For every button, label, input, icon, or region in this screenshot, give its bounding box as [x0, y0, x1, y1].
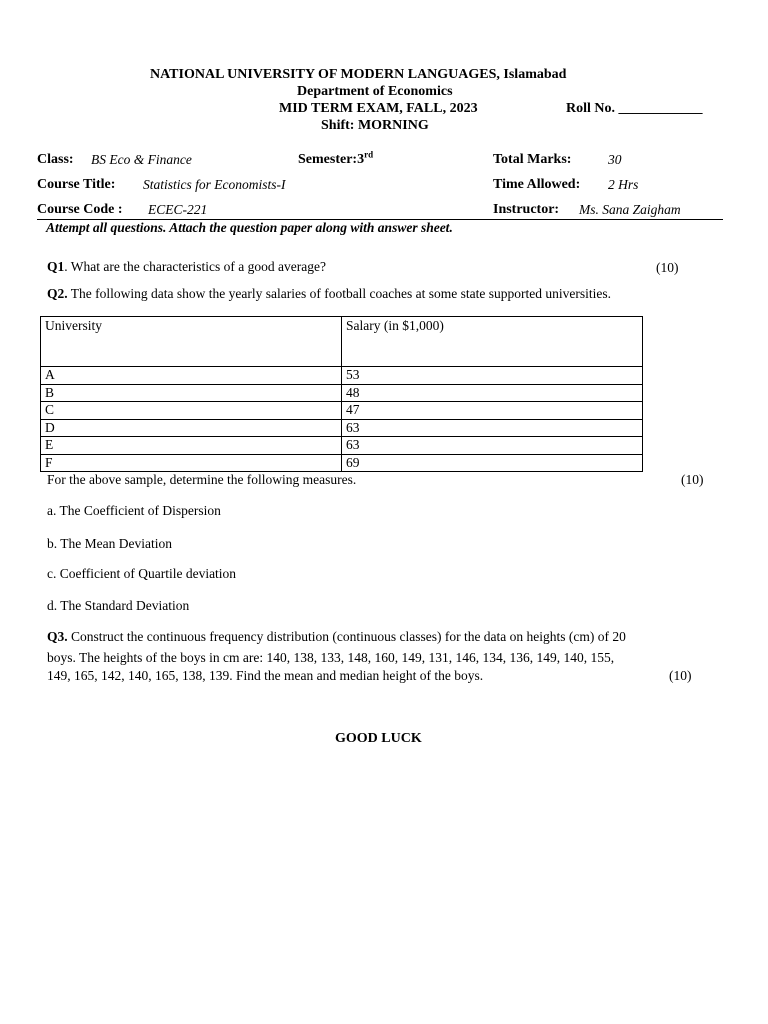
total-marks-value: 30	[608, 152, 622, 167]
semester-label: Semester:3rd	[298, 149, 374, 167]
table-header-row	[41, 317, 643, 367]
question-1	[47, 259, 326, 275]
class-label: Class:	[37, 152, 74, 167]
question-3-label: Q3.	[47, 629, 68, 644]
question-3-marks: (10)	[669, 668, 692, 683]
question-2-label: Q2.	[47, 286, 68, 301]
question-3-line-1	[47, 629, 626, 645]
table-row	[41, 384, 643, 402]
question-2	[47, 286, 611, 302]
table-row	[41, 437, 643, 455]
table-cell-university: B	[41, 384, 342, 402]
question-3-line-2: boys. The heights of the boys in cm are: 140, 138, 133, 148, 160, 149, 131, 146, 134, 136, 149, 140, 155,	[47, 650, 615, 665]
question-2-marks: (10)	[681, 472, 704, 487]
table-cell-salary: 69	[342, 454, 643, 472]
time-allowed-value: 2 Hrs	[608, 177, 639, 192]
question-2-part-c: c. Coefficient of Quartile deviation	[47, 566, 237, 581]
good-luck: GOOD LUCK	[335, 731, 422, 746]
time-allowed-label: Time Allowed:	[493, 177, 581, 192]
table-header-university: University	[41, 317, 342, 367]
question-2-text: The following data show the yearly salaries of football coaches at some state supported universities.	[67, 286, 611, 301]
university-name: NATIONAL UNIVERSITY OF MODERN LANGUAGES, Islamabad	[150, 67, 567, 82]
table-header-salary: Salary (in $1,000)	[342, 317, 643, 367]
question-2-followup: For the above sample, determine the following measures.	[47, 472, 357, 487]
question-1-marks: (10)	[656, 260, 679, 275]
question-2-part-d: d. The Standard Deviation	[47, 598, 190, 613]
table-row	[41, 402, 643, 420]
shift-label: Shift: MORNING	[321, 118, 429, 133]
table-cell-salary: 63	[342, 437, 643, 455]
question-2-part-b: b. The Mean Deviation	[47, 536, 172, 551]
total-marks-label: Total Marks:	[493, 152, 572, 167]
course-title-value: Statistics for Economists-I	[143, 177, 286, 192]
roll-number-field: Roll No. ____________	[566, 101, 703, 116]
department-name: Department of Economics	[297, 84, 453, 99]
semester-superscript: rd	[364, 149, 374, 160]
instructor-label: Instructor:	[493, 202, 560, 217]
table-cell-university: C	[41, 402, 342, 420]
table-cell-salary: 47	[342, 402, 643, 420]
instructions: Attempt all questions. Attach the question paper along with answer sheet.	[46, 220, 453, 235]
instructor-value: Ms. Sana Zaigham	[579, 202, 681, 217]
table-cell-university: D	[41, 419, 342, 437]
table-cell-university: E	[41, 437, 342, 455]
question-1-label: Q1	[47, 259, 65, 274]
table-cell-university: A	[41, 367, 342, 385]
table-row	[41, 367, 643, 385]
question-3-text: Construct the continuous frequency distribution (continuous classes) for the data on heights (cm) of 20	[67, 629, 626, 644]
table-cell-salary: 63	[342, 419, 643, 437]
table-cell-university: F	[41, 454, 342, 472]
question-1-text: . What are the characteristics of a good average?	[64, 259, 326, 274]
question-2-part-a: a. The Coefficient of Dispersion	[47, 503, 221, 518]
table-cell-salary: 48	[342, 384, 643, 402]
salary-table	[40, 316, 643, 472]
table-row	[41, 454, 643, 472]
table-cell-salary: 53	[342, 367, 643, 385]
course-title-label: Course Title:	[37, 177, 116, 192]
class-value: BS Eco & Finance	[91, 152, 192, 167]
course-code-value: ECEC-221	[148, 202, 208, 217]
question-3-line-3: 149, 165, 142, 140, 165, 138, 139. Find the mean and median height of the boys.	[47, 668, 484, 683]
course-code-label: Course Code :	[37, 202, 123, 217]
exam-title: MID TERM EXAM, FALL, 2023	[279, 101, 478, 116]
table-row	[41, 419, 643, 437]
